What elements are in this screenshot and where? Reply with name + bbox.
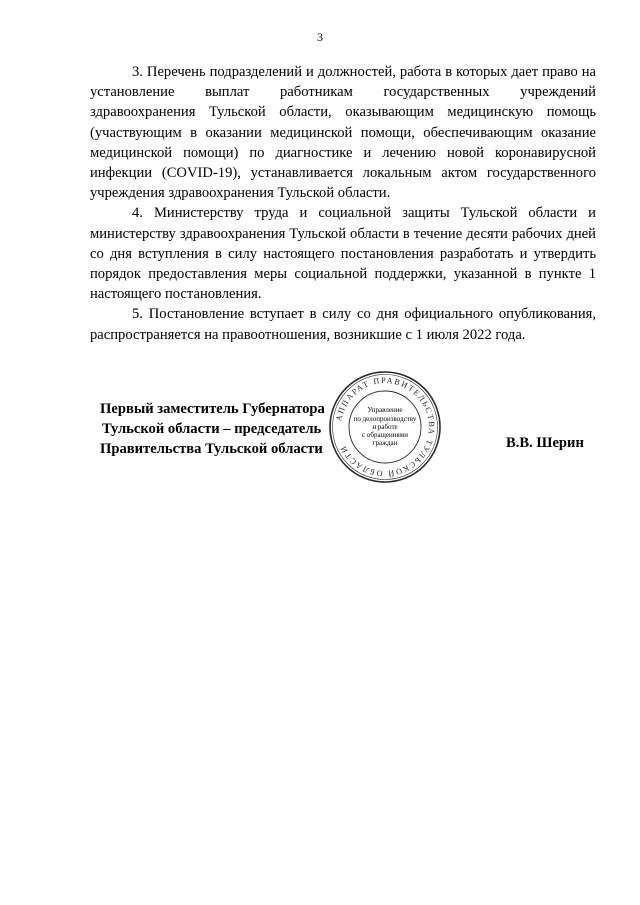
seal-center-line-3: и работе <box>372 422 398 431</box>
signer-title-line-2: Тульской области – председатель <box>102 421 322 437</box>
seal-center-line-1: Управление <box>367 406 403 415</box>
seal-center-line-5: граждан <box>372 439 398 448</box>
paragraph-4: 4. Министерству труда и социальной защиты Тульской области и министерству здравоохранения Тульской области в течение десяти рабочих дней со дня вступления в силу настоящего постановления разработать и утвердить порядок предоставления меры социальной поддержки, указанной в пункте 1 настоящего постановления. <box>90 205 596 303</box>
seal-center-line-2: по делопроизводству <box>353 414 417 423</box>
page-number: 3 <box>317 30 323 44</box>
paragraph-3: 3. Перечень подразделений и должностей, работа в которых дает право на установление выплат работникам государственных учреждений здравоохранения Тульской области, оказывающим медицинскую помощь (участвующим в оказании медицинской помощи, обеспечивающим оказание медицинской помощи) по диагностике и лечению новой коронавирусной инфекции (COVID-19), устанавливается локальным актом государственного учреждения здравоохранения Тульской области. <box>90 64 596 202</box>
signer-title-line-1: Первый заместитель Губернатора <box>100 401 325 417</box>
document-body <box>90 62 596 345</box>
signer-title-line-3: Правительства Тульской области <box>100 441 323 457</box>
seal-center-text <box>328 370 442 484</box>
seal-center-line-4: с обращениями <box>362 431 408 440</box>
official-seal-stamp <box>328 370 442 484</box>
signer-name: В.В. Шерин <box>506 435 584 451</box>
paragraph-5: 5. Постановление вступает в силу со дня официального опубликования, распространяется на правоотношения, возникшие с 1 июля 2022 года. <box>90 306 596 343</box>
signature-title-block <box>100 399 325 459</box>
seal-ring-text: АППАРАТ ПРАВИТЕЛЬСТВА ТУЛЬСКОЙ ОБЛАСТИ <box>334 375 437 479</box>
